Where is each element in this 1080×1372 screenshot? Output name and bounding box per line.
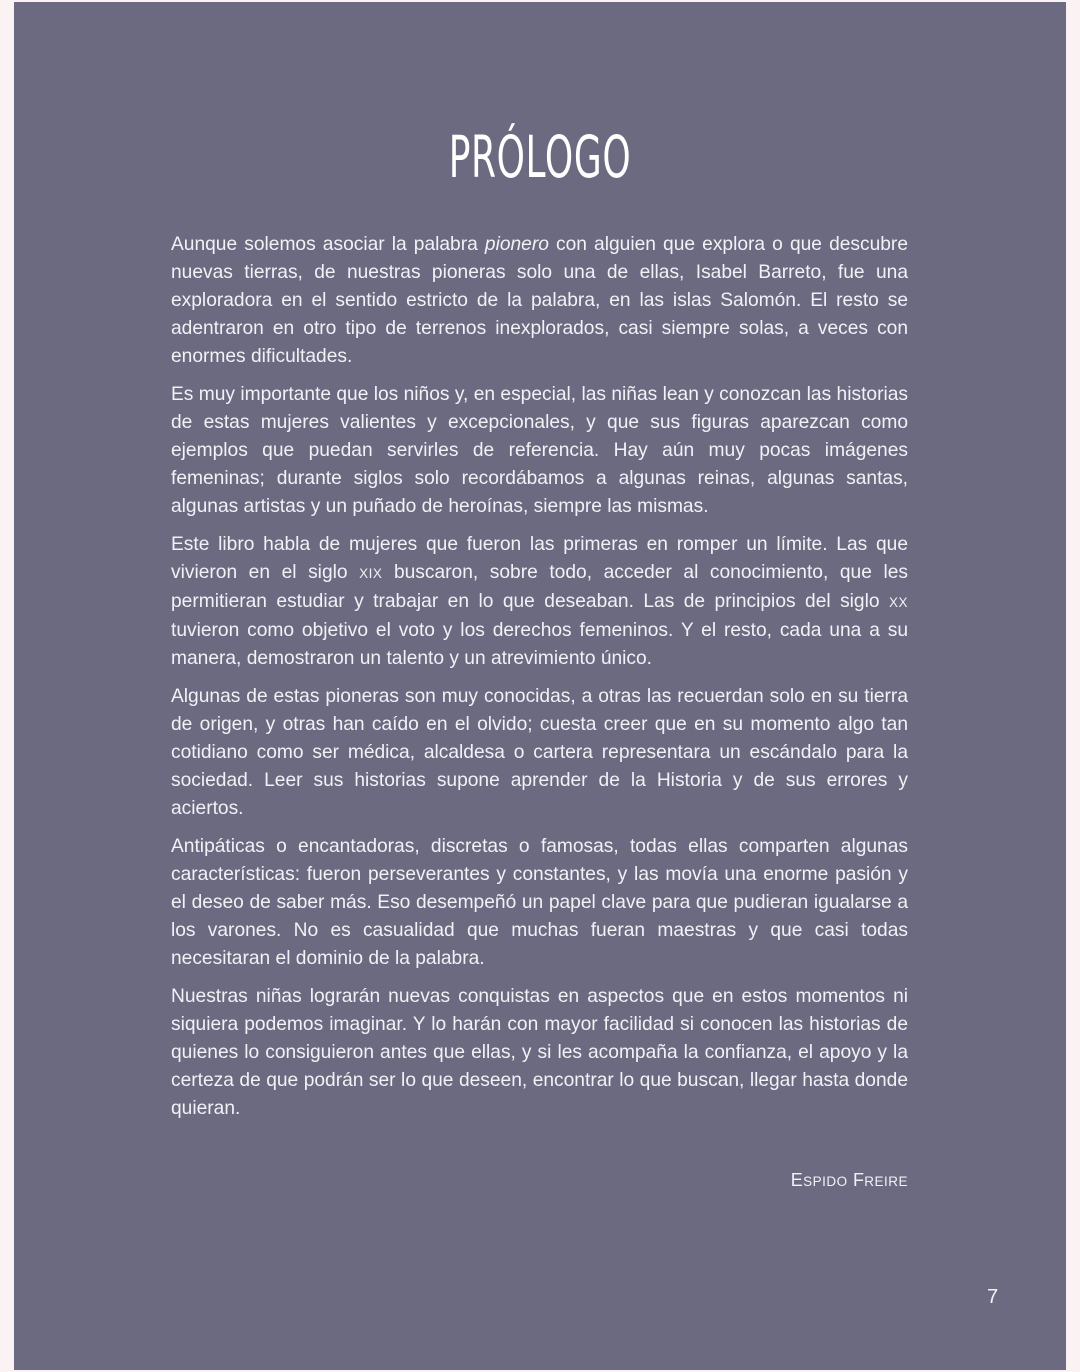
signature-rest: REIRE bbox=[864, 1174, 908, 1189]
page-number: 7 bbox=[987, 1286, 999, 1308]
book-page bbox=[14, 2, 1066, 1370]
signature-rest: SPIDO bbox=[803, 1174, 848, 1189]
paragraph-6: Nuestras niñas lograrán nuevas conquistas en aspectos que en estos momentos ni siquiera podemos imaginar. Y lo harán con mayor facilidad si conocen las historias de quienes lo consiguieron antes que ellas, y si les acompaña la confianza, el apoyo y la certeza de que podrán ser lo que deseen, encontrar lo que buscan, llegar hasta donde quieran. bbox=[171, 986, 908, 1119]
paragraph-3 bbox=[171, 531, 908, 673]
paragraph-4: Algunas de estas pioneras son muy conocidas, a otras las recuerdan solo en su tierra de origen, y otras han caído en el olvido; cuesta creer que en su momento algo tan cotidiano como ser médica, alcaldesa o cartera representara un escándalo para la sociedad. Leer sus historias supone aprender de la Historia y de sus errores y aciertos. bbox=[171, 686, 908, 819]
paragraph-text: Aunque solemos asociar la palabra bbox=[171, 234, 485, 255]
signature-initial: F bbox=[852, 1170, 865, 1190]
paragraph-text: con alguien que explora o que descubre nuevas tierras, de nuestras pioneras solo una de ellas, Isabel Barreto, fue una exploradora en el sentido estricto de la palabra, en las islas Salomón. El resto se adentraron en otro tipo de terrenos inexplorados, casi siempre solas, a veces con enormes dificultades. bbox=[171, 234, 908, 367]
century-numeral: XIX bbox=[359, 566, 383, 581]
century-numeral: XX bbox=[888, 595, 908, 610]
page-title: PRÓLOGO bbox=[448, 123, 632, 191]
paragraph-text: tuvieron como objetivo el voto y los derechos femeninos. Y el resto, cada una a su manera, demostraron un talento y un atrevimiento único. bbox=[171, 620, 908, 669]
emphasized-word: pionero bbox=[484, 234, 549, 255]
paragraph-text: Este libro habla de mujeres que fueron las primeras en romper un límite. Las que vivieron en el siglo bbox=[171, 534, 908, 583]
signature-initial: E bbox=[790, 1170, 804, 1190]
author-signature bbox=[171, 1170, 908, 1191]
prologue-body bbox=[171, 231, 908, 1133]
paragraph-1 bbox=[171, 231, 908, 371]
paragraph-text: buscaron, sobre todo, acceder al conocimiento, que les permitieran estudiar y trabajar en lo que deseaban. Las de principios del siglo bbox=[171, 562, 908, 612]
paragraph-5: Antipáticas o encantadoras, discretas o famosas, todas ellas comparten algunas características: fueron perseverantes y constantes, y las movía una enorme pasión y el deseo de saber más. Eso desempeñó un papel clave para que pudieran igualarse a los varones. No es casualidad que muchas fueran maestras y que casi todas necesitaran el dominio de la palabra. bbox=[171, 836, 908, 969]
paragraph-2: Es muy importante que los niños y, en especial, las niñas lean y conozcan las historias de estas mujeres valientes y excepcionales, y que sus figuras aparezcan como ejemplos que puedan servirles de referencia. Hay aún muy pocas imágenes femeninas; durante siglos solo recordábamos a algunas reinas, algunas santas, algunas artistas y un puñado de heroínas, siempre las mismas. bbox=[171, 384, 908, 517]
